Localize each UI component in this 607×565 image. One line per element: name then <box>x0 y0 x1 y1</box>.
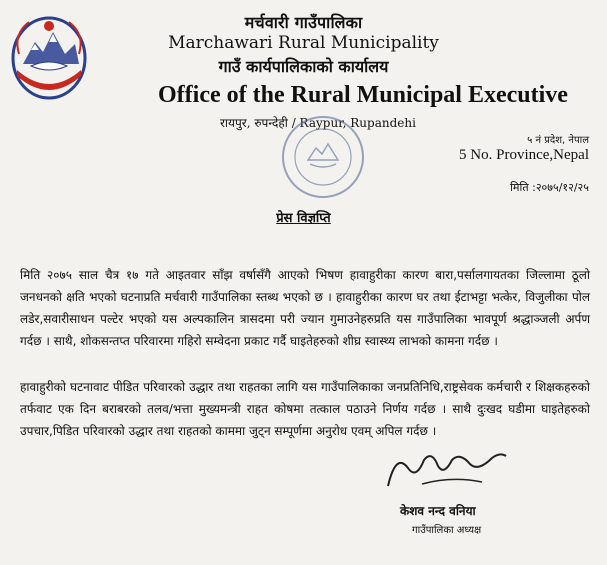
body-paragraph-1: मिति २०७५ साल चैत्र १७ गते आइतवार साँझ वर्षासँगै आएको भिषण हावाहुरीका कारण बारा,पर्सालगायतका जिल्लामा ठूलो जनधनको क्षति भएको घटनाप्रति मर्चवारी गाउँपालिका स्तब्ध भएको छ । हावाहुरीका कारण घर तथा ईटाभट्टा भत्केर, विजुलीका पोल लडेर,सवारीसाधन पल्टेर भएको यस अल्पकालिन त्रासदमा परी ज्यान गुमाउनेहरुप्रति यस गाउँपालिका भावपूर्ण श्रद्धाञ्जली अर्पण गर्दछ । साथै, शोकसन्तप्त परिवारमा गहिरो सम्वेदना प्रकाट गर्दै घाइतेहरुको शीघ्र स्वास्थ्य लाभको कामना गर्दछ । <box>20 268 590 348</box>
province-np: ५ नं प्रदेश, नेपाल <box>527 135 589 146</box>
municipality-name-en: Marchawari Rural Municipality <box>168 33 439 53</box>
office-name-np: गाउँ कार्यपालिकाको कार्यालय <box>218 57 389 76</box>
municipality-name-np: मर्चवारी गाउँपालिका <box>244 13 363 32</box>
document-title: प्रेस विज्ञप्ति <box>276 211 331 226</box>
handwritten-signature-icon <box>382 446 512 498</box>
address: रायपुर, रुपन्देही / Raypur, Rupandehi <box>220 116 416 130</box>
signatory-title: गाउँपालिका अध्यक्ष <box>412 525 482 536</box>
body-paragraph-2: हावाहुरीको घटनावाट पीडित परिवारको उद्धार तथा राहतका लागि यस गाउँपालिकाका जनप्रतिनिधि,राष्ट्रसेवक कर्मचारी र शिक्षकहरुको तर्फवाट एक दिन बराबरको तलव/भत्ता मुख्यमन्त्री राहत कोषमा तत्काल पठाउने निर्णय गर्दछ । साथै दुःखद घडीमा घाइतेहरुको उपचार,पिडित परिवारको उद्धार तथा राहतको काममा जुट्न सम्पूर्णमा अनुरोध एवम् अपिल गर्दछ । <box>20 380 590 438</box>
office-stamp-icon <box>278 112 368 202</box>
office-name-en: Office of the Rural Municipal Executive <box>158 82 568 108</box>
province-en: 5 No. Province,Nepal <box>459 147 589 163</box>
signatory-name: केशव नन्द वनिया <box>400 504 476 518</box>
issue-date: मिति :२०७५/१२/२५ <box>510 181 589 194</box>
